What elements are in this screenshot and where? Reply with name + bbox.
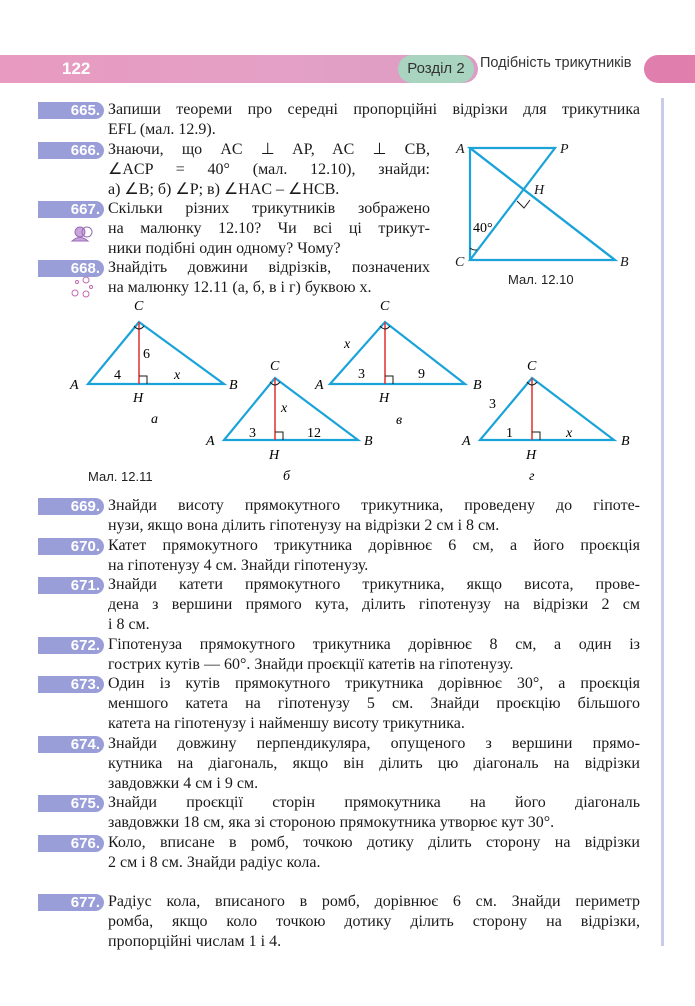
problem-text-line: ромба, якщо коло точкою дотику ділить сторону на відрізки,: [108, 912, 640, 930]
triangle-a: [69, 299, 238, 427]
problem-text-line: Радіус кола, вписаного в ромб, дорівнює 6 см. Знайди периметр: [108, 893, 640, 910]
problem-text-line: гострих кутів — 60°. Знайди проєкції катетів на гіпотенузу.: [108, 655, 514, 673]
problem-number: 673.: [38, 676, 104, 693]
figure-label: H: [526, 448, 537, 463]
figure-label: 1: [506, 426, 513, 441]
problem-text-line: Знаючи, що AC ⊥ AP, AC ⊥ CB,: [108, 141, 430, 158]
page-number: 122: [62, 59, 91, 78]
problem-number: 676.: [38, 835, 104, 852]
figure-12-10: [470, 148, 615, 260]
label-B: B: [620, 255, 629, 270]
figure-label: 3: [489, 397, 496, 412]
figure-label: B: [229, 378, 238, 393]
figure-label: б: [283, 469, 291, 484]
problem-text-line: завдовжки 18 см, яка зі стороною прямокутника утворює кут 30°.: [108, 813, 555, 831]
problem-text-line: Запиши теореми про середні пропорційні відрізки для трикутника: [108, 101, 640, 118]
problem-number: 677.: [38, 894, 104, 911]
problem-number: 672.: [38, 637, 104, 654]
fig-12-11-caption: Мал. 12.11: [88, 469, 153, 484]
figure-label: B: [473, 378, 482, 393]
figure-label: 12: [307, 426, 321, 441]
figure-label: 4: [114, 368, 121, 383]
label-C: C: [455, 255, 465, 270]
figure-label: C: [527, 359, 537, 374]
problem-number: 675.: [38, 795, 104, 812]
problem-number: 671.: [38, 577, 104, 594]
label-A: A: [456, 142, 465, 157]
problem-text-line: а) ∠B; б) ∠P; в) ∠HAC – ∠HCB.: [108, 180, 340, 198]
problem-text-line: Коло, вписане в ромб, точкою дотику ділить сторону на відрізки: [108, 834, 640, 851]
figure-label: C: [134, 299, 144, 314]
problem-text-line: Знайди катети прямокутного трикутника, якщо висота, прове-: [108, 576, 640, 593]
problem-text-line: Скільки різних трикутників зображено: [108, 200, 430, 217]
figure-label: A: [70, 378, 79, 393]
problem-text-line: Катет прямокутного трикутника дорівнює 6 см, а його проєкція: [108, 537, 640, 554]
figure-label: в: [396, 413, 403, 428]
problem-text-line: Гіпотенуза прямокутного трикутника дорівнює 8 см, а один із: [108, 636, 640, 653]
figure-label: 3: [358, 367, 365, 382]
figure-label: 9: [418, 367, 425, 382]
figure-label: x: [174, 368, 181, 383]
triangle-v: [314, 299, 482, 428]
problem-text-line: дена з вершини прямого кута, ділить гіпотенузу на відрізки 2 см: [108, 595, 640, 613]
problem-number: 665.: [38, 102, 104, 119]
triangle-g: [461, 359, 630, 484]
problem-text-line: катета на гіпотенузу і найменшу висоту трикутника.: [108, 714, 465, 732]
problem-text-line: пропорційні числам 1 і 4.: [108, 932, 282, 950]
problem-text-line: ∠ACP = 40° (мал. 12.10), знайди:: [108, 160, 430, 178]
angle-label: 40°: [473, 221, 493, 236]
problem-text-line: Знайдіть довжини відрізків, позначених: [108, 259, 430, 276]
figure-label: x: [344, 337, 351, 352]
problem-text-line: на гіпотенузу 4 см. Знайди гіпотенузу.: [108, 556, 369, 574]
figure-label: A: [462, 434, 471, 449]
figure-label: A: [206, 434, 215, 449]
figure-label: A: [315, 378, 324, 393]
figure-label: x: [281, 401, 288, 416]
problem-text-line: на малюнку 12.10? Чи всі ці трикут-: [108, 219, 430, 237]
problem-text-line: EFL (мал. 12.9).: [108, 120, 216, 138]
problem-text-line: меншого катета на гіпотенузу 5 см. Знайди проєкцію більшого: [108, 694, 640, 712]
figure-label: C: [270, 359, 280, 374]
problem-text-line: і 8 см.: [108, 615, 150, 633]
problem-number: 667.: [38, 201, 104, 218]
problem-text-line: Знайди висоту прямокутного трикутника, проведену до гіпоте-: [108, 497, 640, 514]
problem-text-line: нузи, якщо вона ділить гіпотенузу на відрізки 2 см і 8 см.: [108, 516, 500, 534]
section-title: Подібність трикутників: [480, 55, 632, 71]
problem-text-line: Знайди довжину перпендикуляра, опущеного з вершини прямо-: [108, 735, 640, 752]
problem-number: 674.: [38, 736, 104, 753]
figure-label: H: [133, 391, 144, 406]
problem-number: 669.: [38, 498, 104, 515]
fig-12-10-caption: Мал. 12.10: [508, 272, 574, 287]
problem-number: 670.: [38, 538, 104, 555]
figure-label: B: [621, 434, 630, 449]
figure-label: H: [379, 391, 390, 406]
chapter-label: Розділ 2: [398, 55, 474, 83]
figure-label: 3: [249, 426, 256, 441]
problem-number: 668.: [38, 260, 104, 277]
problem-text-line: завдовжки 4 см і 9 см.: [108, 774, 259, 792]
right-angle-mark: [517, 200, 530, 208]
figure-label: B: [364, 434, 373, 449]
figure-label: 6: [143, 347, 150, 362]
figure-label: г: [529, 469, 535, 484]
problem-text-line: Один із кутів прямокутного трикутника дорівнює 30°, а проєкція: [108, 675, 640, 692]
problem-text-line: на малюнку 12.11 (а, б, в і г) буквою x.: [108, 278, 372, 296]
problem-number: 666.: [38, 142, 104, 159]
figure-label: x: [566, 426, 573, 441]
label-H: H: [534, 183, 545, 198]
label-P: P: [560, 142, 569, 157]
figure-label: а: [151, 412, 158, 427]
figure-label: C: [380, 299, 390, 314]
problem-text-line: ники подібні один одному? Чому?: [108, 239, 341, 257]
problem-text-line: Знайди проєкції сторін прямокутника на його діагональ: [108, 794, 640, 811]
problem-text-line: 2 см і 8 см. Знайди радіус кола.: [108, 853, 321, 871]
figure-label: H: [269, 448, 280, 463]
problem-text-line: кутника на діагональ, якщо він ділить цю діагональ на відрізки: [108, 754, 640, 772]
